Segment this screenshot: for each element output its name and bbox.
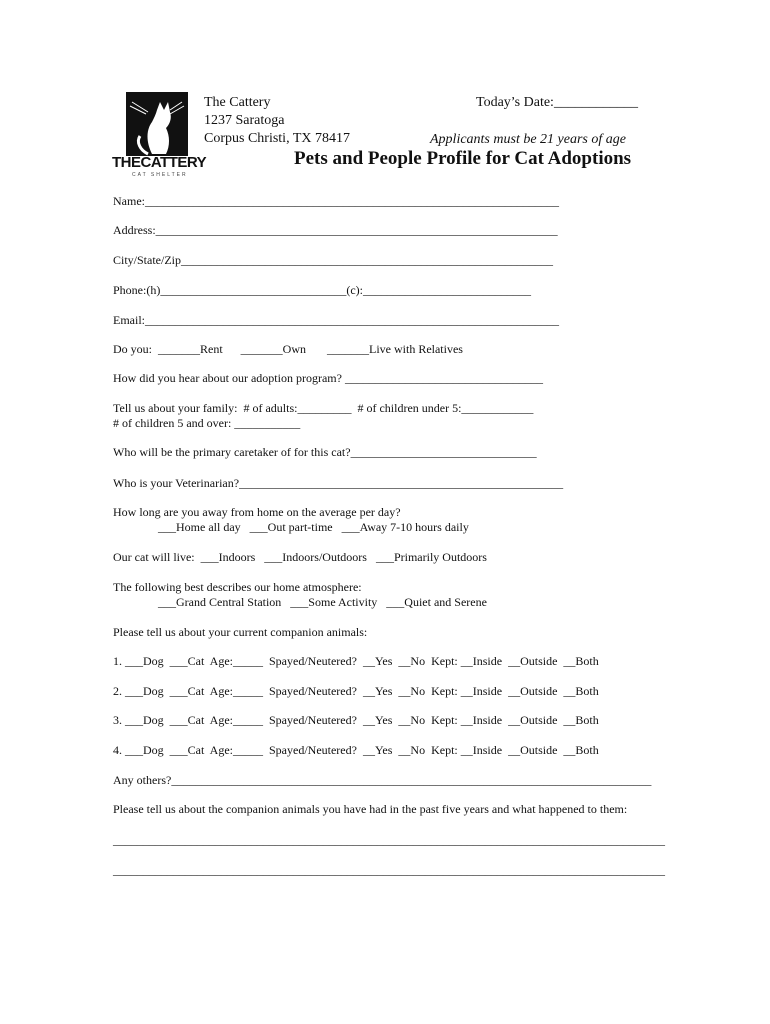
address-line-2: Corpus Christi, TX 78417 bbox=[204, 131, 350, 146]
org-name: The Cattery bbox=[204, 95, 271, 110]
past-animals-line-2[interactable]: ____________________________________________________________________________________________ bbox=[113, 863, 665, 877]
children-over-5-field[interactable]: # of children 5 and over: ___________ bbox=[113, 416, 301, 430]
city-state-zip-field[interactable]: City/State/Zip______________________________________________________________ bbox=[113, 253, 553, 267]
away-question: How long are you away from home on the average per day? bbox=[113, 505, 401, 519]
page-title: Pets and People Profile for Cat Adoptions bbox=[294, 148, 632, 169]
phone-field[interactable]: Phone:(h)_______________________________(c):____________________________ bbox=[113, 283, 531, 297]
past-animals-question: Please tell us about the companion animals you have had in the past five years and what happened to them: bbox=[113, 802, 628, 816]
caretaker-field[interactable]: Who will be the primary caretaker of for this cat?_______________________________ bbox=[113, 445, 537, 459]
companion-animal-row-3[interactable]: 3. ___Dog ___Cat Age:_____ Spayed/Neutered? __Yes __No Kept: __Inside __Outside __Both bbox=[113, 713, 599, 727]
veterinarian-field[interactable]: Who is your Veterinarian?______________________________________________________ bbox=[113, 476, 564, 490]
atmosphere-question: The following best describes our home atmosphere: bbox=[113, 580, 362, 594]
companion-animal-row-4[interactable]: 4. ___Dog ___Cat Age:_____ Spayed/Neutered? __Yes __No Kept: __Inside __Outside __Both bbox=[113, 743, 599, 757]
housing-options[interactable]: Do you: _______Rent _______Own _______Live with Relatives bbox=[113, 342, 463, 356]
past-animals-line-1[interactable]: ____________________________________________________________________________________________ bbox=[113, 833, 665, 847]
companions-question: Please tell us about your current companion animals: bbox=[113, 625, 368, 639]
age-requirement: Applicants must be 21 years of age bbox=[430, 132, 626, 147]
logo-text: THECATTERY bbox=[112, 154, 207, 171]
name-field[interactable]: Name:_____________________________________________________________________ bbox=[113, 194, 559, 208]
family-size-field[interactable]: Tell us about your family: # of adults:_________ # of children under 5:____________ bbox=[113, 401, 534, 415]
companion-animal-row-1[interactable]: 1. ___Dog ___Cat Age:_____ Spayed/Neutered? __Yes __No Kept: __Inside __Outside __Both bbox=[113, 654, 599, 668]
cattery-logo bbox=[112, 92, 207, 182]
address-line-1: 1237 Saratoga bbox=[204, 113, 285, 128]
other-animals-field[interactable]: Any others?________________________________________________________________________________ bbox=[113, 773, 652, 787]
away-options[interactable]: ___Home all day ___Out part-time ___Away 7-10 hours daily bbox=[158, 520, 469, 534]
logo-subtext: CAT SHELTER bbox=[132, 172, 188, 178]
todays-date-field[interactable]: Today’s Date:____________ bbox=[476, 95, 638, 110]
companion-animal-row-2[interactable]: 2. ___Dog ___Cat Age:_____ Spayed/Neutered? __Yes __No Kept: __Inside __Outside __Both bbox=[113, 684, 599, 698]
cat-living-options[interactable]: Our cat will live: ___Indoors ___Indoors/Outdoors ___Primarily Outdoors bbox=[113, 550, 487, 564]
referral-field[interactable]: How did you hear about our adoption program? _________________________________ bbox=[113, 371, 543, 385]
address-field[interactable]: Address:___________________________________________________________________ bbox=[113, 223, 558, 237]
atmosphere-options[interactable]: ___Grand Central Station ___Some Activity ___Quiet and Serene bbox=[158, 595, 487, 609]
email-field[interactable]: Email:_____________________________________________________________________ bbox=[113, 313, 559, 327]
